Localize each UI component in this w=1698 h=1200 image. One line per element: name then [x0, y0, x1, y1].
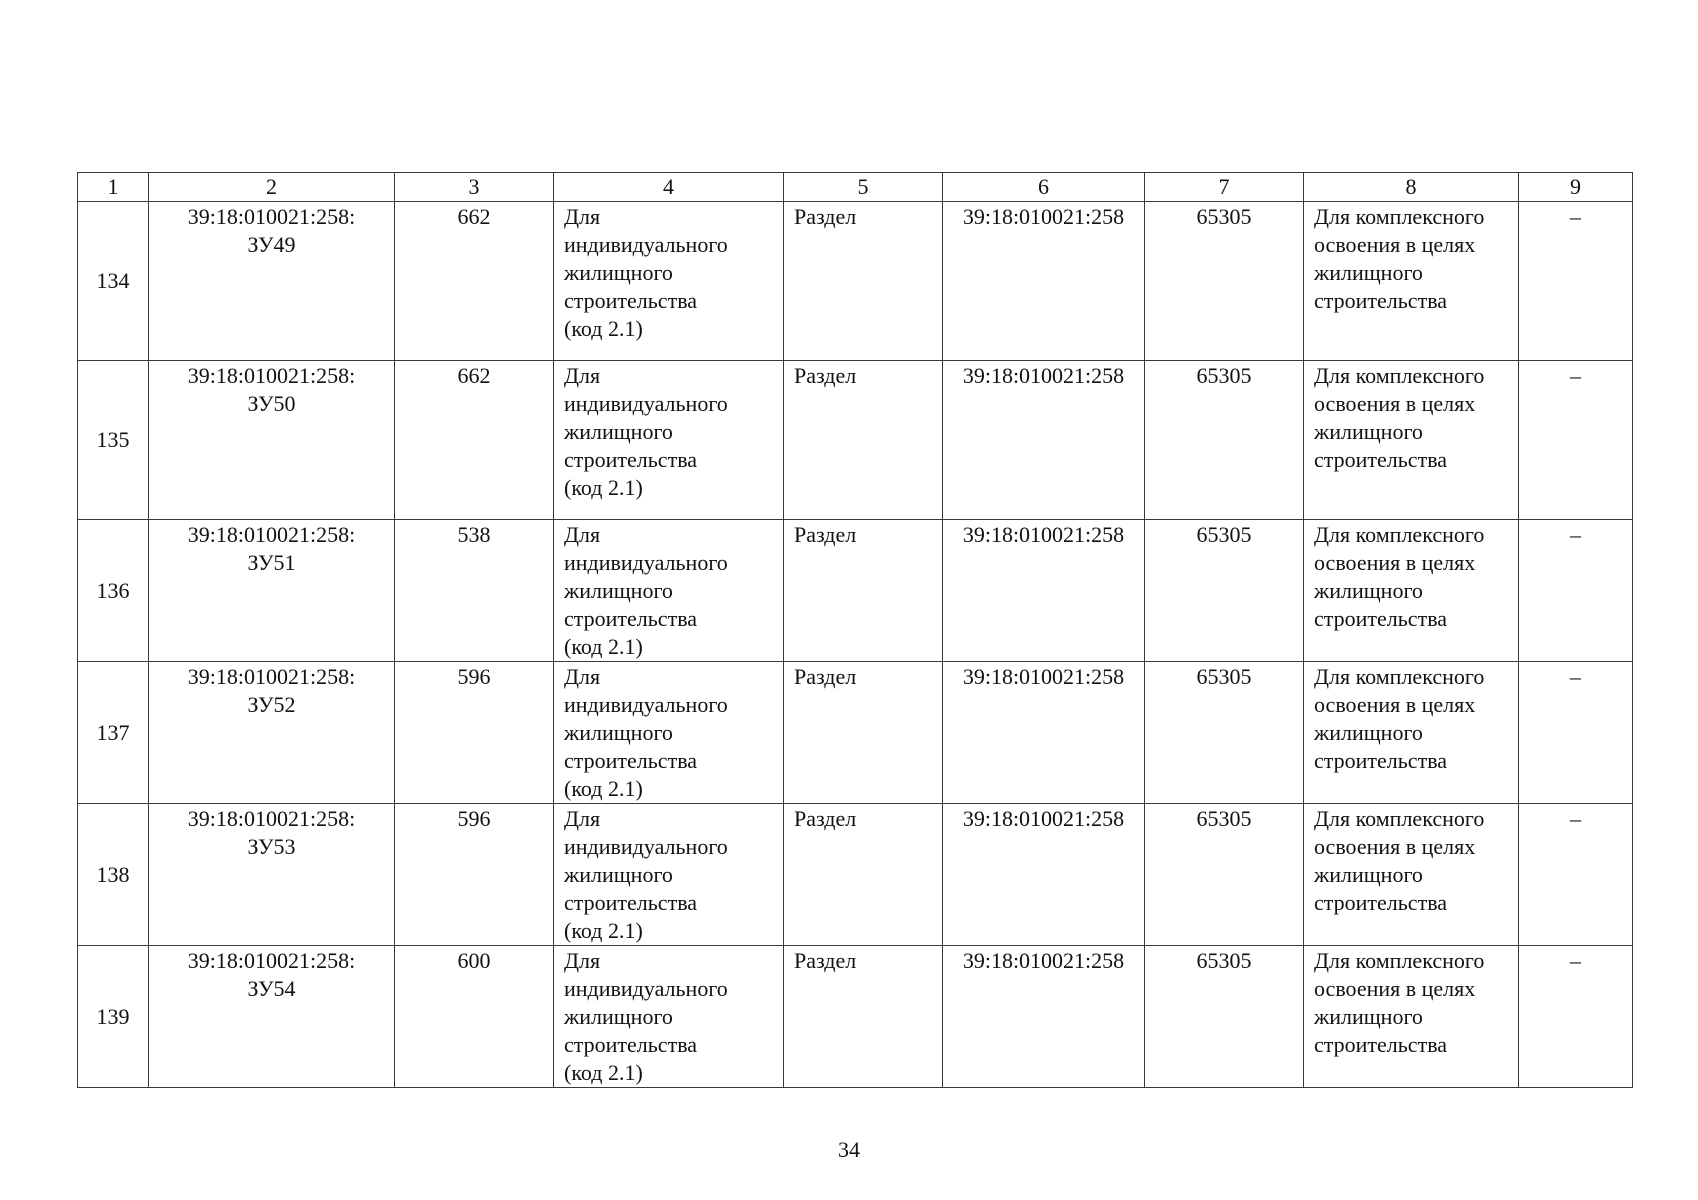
column-header: 1 [78, 173, 149, 202]
note-cell: – [1519, 361, 1633, 520]
purpose-cell [1304, 361, 1519, 520]
permitted-use-cell [554, 804, 784, 946]
column-header: 7 [1145, 173, 1304, 202]
permitted-use-line: индивидуального [564, 391, 728, 416]
purpose-cell [1304, 662, 1519, 804]
plot-code-cell [149, 662, 395, 804]
source-plot-cell: 39:18:010021:258 [943, 361, 1145, 520]
row-number: 135 [78, 361, 149, 520]
table-row [78, 202, 1633, 361]
permitted-use-line: жилищного [564, 1004, 673, 1029]
plot-code-line: 39:18:010021:258: [187, 522, 356, 547]
permitted-use-cell [554, 361, 784, 520]
plot-area-cell: 596 [395, 662, 554, 804]
purpose-line: жилищного [1314, 260, 1423, 285]
land-plots-table [77, 172, 1633, 1088]
plot-code-line: ЗУ50 [247, 391, 296, 416]
permitted-use-line: Для [564, 806, 601, 831]
purpose-cell [1304, 946, 1519, 1088]
table-row [78, 946, 1633, 1088]
plot-code-cell [149, 202, 395, 361]
permitted-use-line: строительства [564, 447, 698, 472]
permitted-use-line: Для [564, 664, 601, 689]
plot-area-cell: 600 [395, 946, 554, 1088]
plot-code-cell [149, 804, 395, 946]
row-number: 134 [78, 202, 149, 361]
column-header: 5 [784, 173, 943, 202]
column-header: 9 [1519, 173, 1633, 202]
plot-area-cell: 596 [395, 804, 554, 946]
purpose-line: строительства [1314, 1032, 1448, 1057]
permitted-use-line: жилищного [564, 260, 673, 285]
permitted-use-line: индивидуального [564, 232, 728, 257]
plot-code-line: 39:18:010021:258: [187, 363, 356, 388]
note-cell: – [1519, 946, 1633, 1088]
plot-area-cell: 662 [395, 361, 554, 520]
purpose-line: освоения в целях [1314, 391, 1476, 416]
plot-code-line: ЗУ49 [247, 232, 296, 257]
column-header: 2 [149, 173, 395, 202]
plot-code-line: ЗУ52 [247, 692, 296, 717]
permitted-use-cell [554, 946, 784, 1088]
permitted-use-line: (код 2.1) [564, 475, 643, 500]
plot-code-line: ЗУ53 [247, 834, 296, 859]
permitted-use-line: (код 2.1) [564, 918, 643, 943]
plot-area-cell: 662 [395, 202, 554, 361]
source-area-cell: 65305 [1145, 946, 1304, 1088]
permitted-use-line: Для [564, 363, 601, 388]
purpose-line: жилищного [1314, 578, 1423, 603]
purpose-line: освоения в целях [1314, 550, 1476, 575]
note-cell: – [1519, 804, 1633, 946]
purpose-line: Для комплексного [1314, 363, 1485, 388]
table-row [78, 804, 1633, 946]
permitted-use-cell [554, 520, 784, 662]
purpose-cell [1304, 202, 1519, 361]
permitted-use-line: строительства [564, 288, 698, 313]
permitted-use-cell [554, 662, 784, 804]
permitted-use-line: жилищного [564, 720, 673, 745]
table-header-row [78, 173, 1633, 202]
purpose-line: Для комплексного [1314, 948, 1485, 973]
formation-method-cell: Раздел [784, 804, 943, 946]
purpose-cell [1304, 520, 1519, 662]
plot-code-line: 39:18:010021:258: [187, 664, 356, 689]
source-area-cell: 65305 [1145, 662, 1304, 804]
purpose-line: освоения в целях [1314, 834, 1476, 859]
source-area-cell: 65305 [1145, 361, 1304, 520]
row-number: 138 [78, 804, 149, 946]
table-row [78, 520, 1633, 662]
source-area-cell: 65305 [1145, 804, 1304, 946]
formation-method-cell: Раздел [784, 662, 943, 804]
plot-code-line: 39:18:010021:258: [187, 806, 356, 831]
row-number: 137 [78, 662, 149, 804]
purpose-line: жилищного [1314, 720, 1423, 745]
row-number: 139 [78, 946, 149, 1088]
plot-code-line: ЗУ51 [247, 550, 296, 575]
formation-method-cell: Раздел [784, 520, 943, 662]
table-row [78, 662, 1633, 804]
permitted-use-line: индивидуального [564, 834, 728, 859]
permitted-use-line: (код 2.1) [564, 776, 643, 801]
column-header: 4 [554, 173, 784, 202]
purpose-line: строительства [1314, 606, 1448, 631]
plot-code-line: 39:18:010021:258: [187, 204, 356, 229]
permitted-use-cell [554, 202, 784, 361]
column-header: 6 [943, 173, 1145, 202]
permitted-use-line: индивидуального [564, 976, 728, 1001]
note-cell: – [1519, 662, 1633, 804]
permitted-use-line: индивидуального [564, 692, 728, 717]
row-number: 136 [78, 520, 149, 662]
formation-method-cell: Раздел [784, 202, 943, 361]
column-header: 8 [1304, 173, 1519, 202]
purpose-line: строительства [1314, 890, 1448, 915]
permitted-use-line: (код 2.1) [564, 634, 643, 659]
permitted-use-line: (код 2.1) [564, 1060, 643, 1085]
source-area-cell: 65305 [1145, 202, 1304, 361]
purpose-line: Для комплексного [1314, 204, 1485, 229]
page-number: 34 [838, 1137, 860, 1162]
formation-method-cell: Раздел [784, 361, 943, 520]
source-plot-cell: 39:18:010021:258 [943, 202, 1145, 361]
formation-method-cell: Раздел [784, 946, 943, 1088]
purpose-line: жилищного [1314, 419, 1423, 444]
note-cell: – [1519, 520, 1633, 662]
permitted-use-line: жилищного [564, 419, 673, 444]
permitted-use-line: жилищного [564, 862, 673, 887]
purpose-line: строительства [1314, 748, 1448, 773]
purpose-line: строительства [1314, 447, 1448, 472]
permitted-use-line: Для [564, 948, 601, 973]
purpose-line: жилищного [1314, 1004, 1423, 1029]
permitted-use-line: строительства [564, 1032, 698, 1057]
plot-code-line: 39:18:010021:258: [187, 948, 356, 973]
plot-area-cell: 538 [395, 520, 554, 662]
plot-code-cell [149, 946, 395, 1088]
source-plot-cell: 39:18:010021:258 [943, 946, 1145, 1088]
source-plot-cell: 39:18:010021:258 [943, 520, 1145, 662]
plot-code-cell [149, 520, 395, 662]
plot-code-cell [149, 361, 395, 520]
purpose-line: строительства [1314, 288, 1448, 313]
permitted-use-line: жилищного [564, 578, 673, 603]
purpose-cell [1304, 804, 1519, 946]
permitted-use-line: Для [564, 522, 601, 547]
table-row [78, 361, 1633, 520]
purpose-line: жилищного [1314, 862, 1423, 887]
permitted-use-line: строительства [564, 748, 698, 773]
source-plot-cell: 39:18:010021:258 [943, 662, 1145, 804]
purpose-line: освоения в целях [1314, 692, 1476, 717]
purpose-line: Для комплексного [1314, 806, 1485, 831]
permitted-use-line: строительства [564, 606, 698, 631]
column-header: 3 [395, 173, 554, 202]
source-area-cell: 65305 [1145, 520, 1304, 662]
note-cell: – [1519, 202, 1633, 361]
permitted-use-line: Для [564, 204, 601, 229]
purpose-line: освоения в целях [1314, 232, 1476, 257]
purpose-line: освоения в целях [1314, 976, 1476, 1001]
permitted-use-line: (код 2.1) [564, 316, 643, 341]
source-plot-cell: 39:18:010021:258 [943, 804, 1145, 946]
purpose-line: Для комплексного [1314, 664, 1485, 689]
permitted-use-line: индивидуального [564, 550, 728, 575]
purpose-line: Для комплексного [1314, 522, 1485, 547]
permitted-use-line: строительства [564, 890, 698, 915]
plot-code-line: ЗУ54 [247, 976, 296, 1001]
